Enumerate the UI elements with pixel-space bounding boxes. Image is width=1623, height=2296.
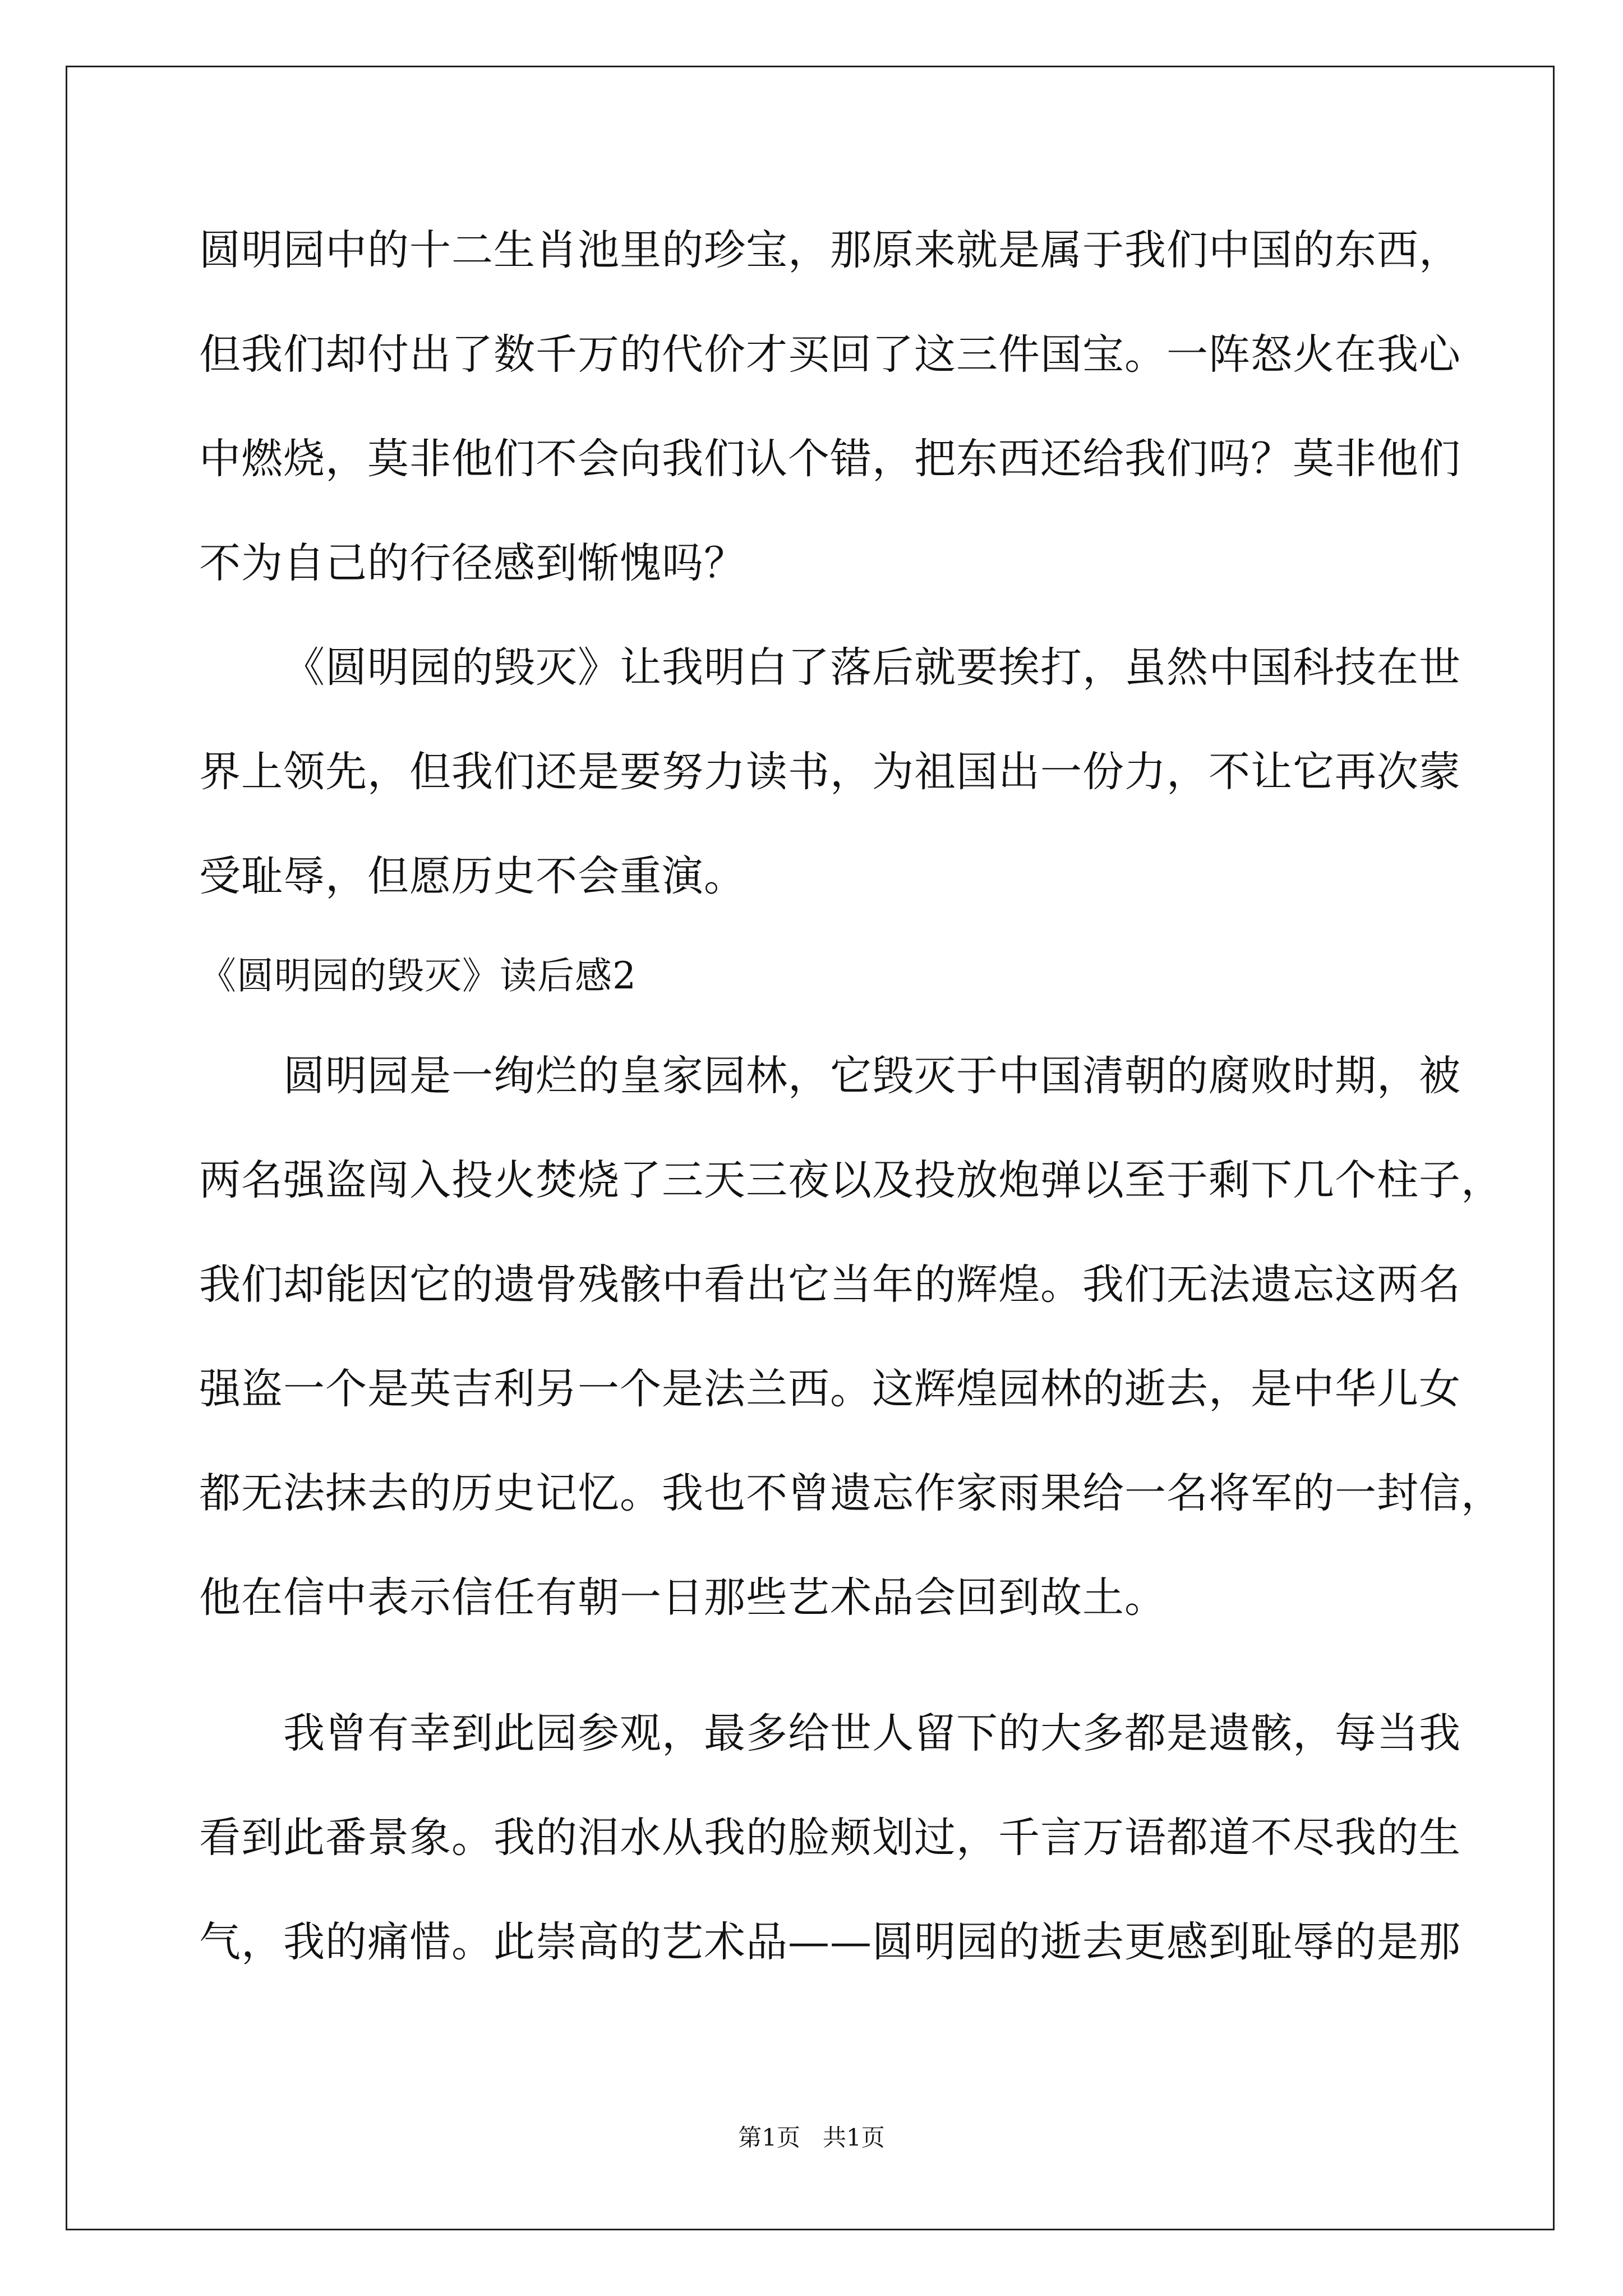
- page-footer: [0, 2121, 1623, 2155]
- paragraph-line: 界上领先，但我们还是要努力读书，为祖国出一份力，不让它再次蒙: [199, 748, 1461, 796]
- paragraph-line: 气，我的痛惜。此崇高的艺术品——圆明园的逝去更感到耻辱的是那: [199, 1918, 1461, 1966]
- paragraph-line: 中燃烧，莫非他们不会向我们认个错，把东西还给我们吗？莫非他们: [199, 435, 1461, 483]
- page-total: 共1页: [823, 2124, 885, 2151]
- paragraph-line: 但我们却付出了数千万的代价才买回了这三件国宝。一阵怒火在我心: [199, 330, 1461, 379]
- paragraph-line: 不为自己的行径感到惭愧吗？: [199, 539, 746, 587]
- paragraph-line: 他在信中表示信任有朝一日那些艺术品会回到故土。: [199, 1573, 1166, 1622]
- paragraph-line: 我曾有幸到此园参观，最多给世人留下的大多都是遗骸，每当我: [283, 1709, 1461, 1757]
- section-heading: 《圆明园的毁灭》读后感2: [199, 954, 637, 997]
- paragraph-line: 强盗一个是英吉利另一个是法兰西。这辉煌园林的逝去，是中华儿女: [199, 1365, 1461, 1413]
- paragraph-line: 都无法抹去的历史记忆。我也不曾遗忘作家雨果给一名将军的一封信，: [199, 1469, 1503, 1517]
- paragraph-line: 两名强盗闯入投火焚烧了三天三夜以及投放炮弹以至于剩下几个柱子，: [199, 1156, 1503, 1204]
- page-number: 第1页: [738, 2124, 800, 2151]
- paragraph-line: 受耻辱，但愿历史不会重演。: [199, 852, 746, 900]
- paragraph-line: 看到此番景象。我的泪水从我的脸颊划过，千言万语都道不尽我的生: [199, 1814, 1461, 1862]
- paragraph-line: 圆明园是一绚烂的皇家园林，它毁灭于中国清朝的腐败时期，被: [283, 1052, 1461, 1100]
- paragraph-line: 《圆明园的毁灭》让我明白了落后就要挨打，虽然中国科技在世: [283, 643, 1461, 692]
- paragraph-line: 圆明园中的十二生肖池里的珍宝，那原来就是属于我们中国的东西，: [199, 226, 1461, 274]
- page-border: [66, 66, 1555, 2230]
- paragraph-line: 我们却能因它的遗骨残骸中看出它当年的辉煌。我们无法遗忘这两名: [199, 1260, 1461, 1309]
